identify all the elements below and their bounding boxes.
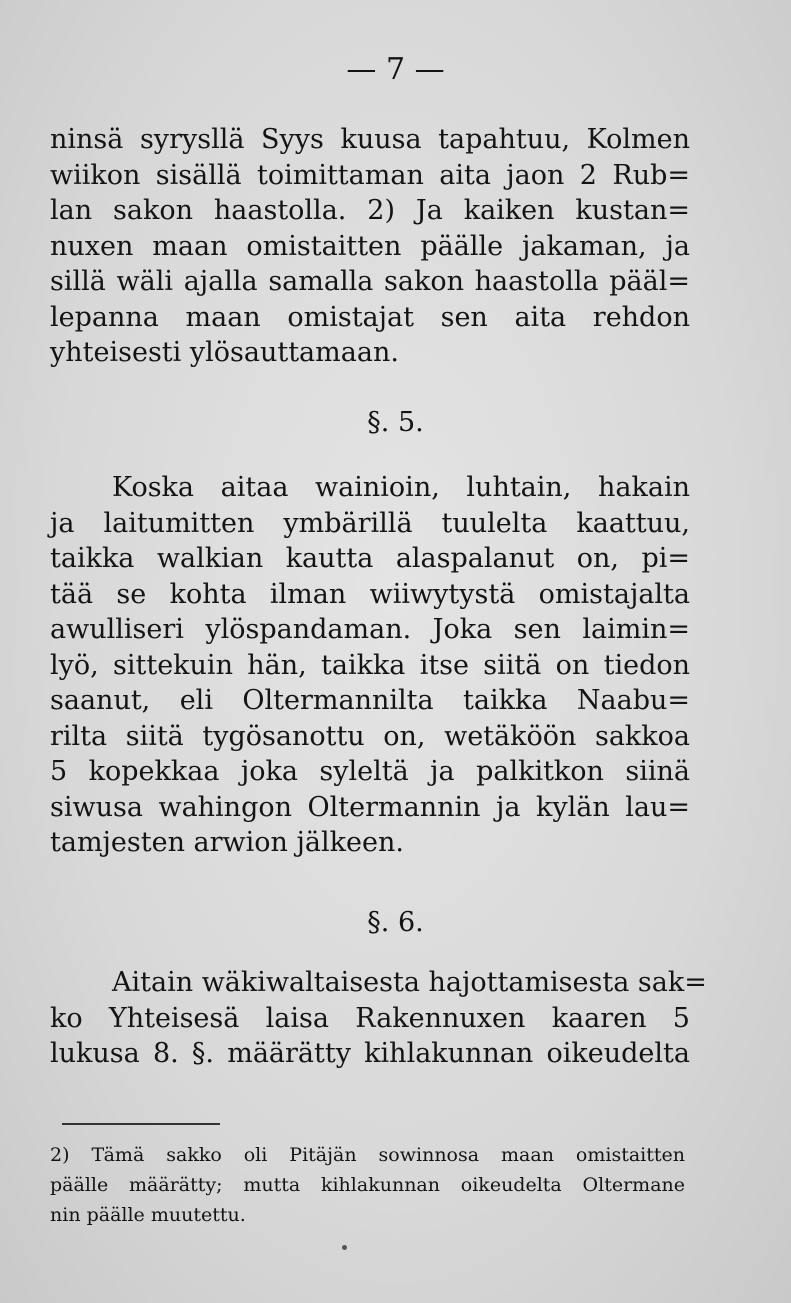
text-line: ninsä syrysllä Syys kuusa tapahtuu, Kolmen xyxy=(50,124,690,155)
text-line: taikka walkian kautta alaspalanut on, pi= xyxy=(50,543,690,574)
footnote-line: nin päälle muutettu. xyxy=(50,1204,246,1226)
text-line: nuxen maan omistaitten päälle jakaman, ja xyxy=(50,230,690,262)
footnote-line: päälle määrätty; mutta kihlakunnan oikeudelta Oltermane xyxy=(50,1174,685,1196)
ink-speck xyxy=(342,1245,347,1250)
text-line: rilta siitä tygösanottu on, wetäköön sakkoa xyxy=(50,720,690,752)
text-line: tää se kohta ilman wiiwytystä omistajalta xyxy=(50,578,690,610)
text-line: wiikon sisällä toimittaman aita jaon 2 Rub= xyxy=(50,159,690,191)
section-5-paragraph xyxy=(50,470,690,861)
page-number: — 7 — xyxy=(346,52,445,87)
section-6-paragraph xyxy=(50,965,707,1072)
text-line: awulliseri ylöspandaman. Joka sen laimin= xyxy=(50,614,690,645)
text-line: lepanna maan omistajat sen aita rehdon xyxy=(50,301,690,333)
section-heading-6: §. 6. xyxy=(367,907,424,938)
text-line: saanut, eli Oltermannilta taikka Naabu= xyxy=(50,685,690,716)
text-line: lyö, sittekuin hän, taikka itse siitä on tiedon xyxy=(50,649,690,681)
text-line: sillä wäli ajalla samalla sakon haastolla pääl= xyxy=(50,266,690,297)
footnote-divider xyxy=(62,1123,220,1125)
text-line: yhteisesti ylösauttamaan. xyxy=(50,337,399,368)
text-line: Aitain wäkiwaltaisesta hajottamisesta sak= xyxy=(112,967,707,998)
text-line: lan sakon haastolla. 2) Ja kaiken kustan= xyxy=(50,195,690,226)
text-line: 5 kopekkaa joka syleltä ja palkitkon siinä xyxy=(50,756,690,787)
footnote-line: 2) Tämä sakko oli Pitäjän sowinnosa maan omistaitten xyxy=(50,1144,685,1166)
paragraph-continued xyxy=(50,122,690,371)
text-line: lukusa 8. §. määrätty kihlakunnan oikeudelta xyxy=(50,1038,690,1069)
text-line: ko Yhteisesä laisa Rakennuxen kaaren 5 xyxy=(50,1002,690,1034)
section-heading-5: §. 5. xyxy=(367,407,424,438)
text-line: Koska aitaa wainioin, luhtain, hakain xyxy=(112,472,690,503)
text-line: tamjesten arwion jälkeen. xyxy=(50,827,404,858)
text-line: ja laitumitten ymbärillä tuulelta kaattuu, xyxy=(50,507,690,539)
footnote xyxy=(50,1140,685,1230)
text-line: siwusa wahingon Oltermannin ja kylän lau= xyxy=(50,791,690,823)
